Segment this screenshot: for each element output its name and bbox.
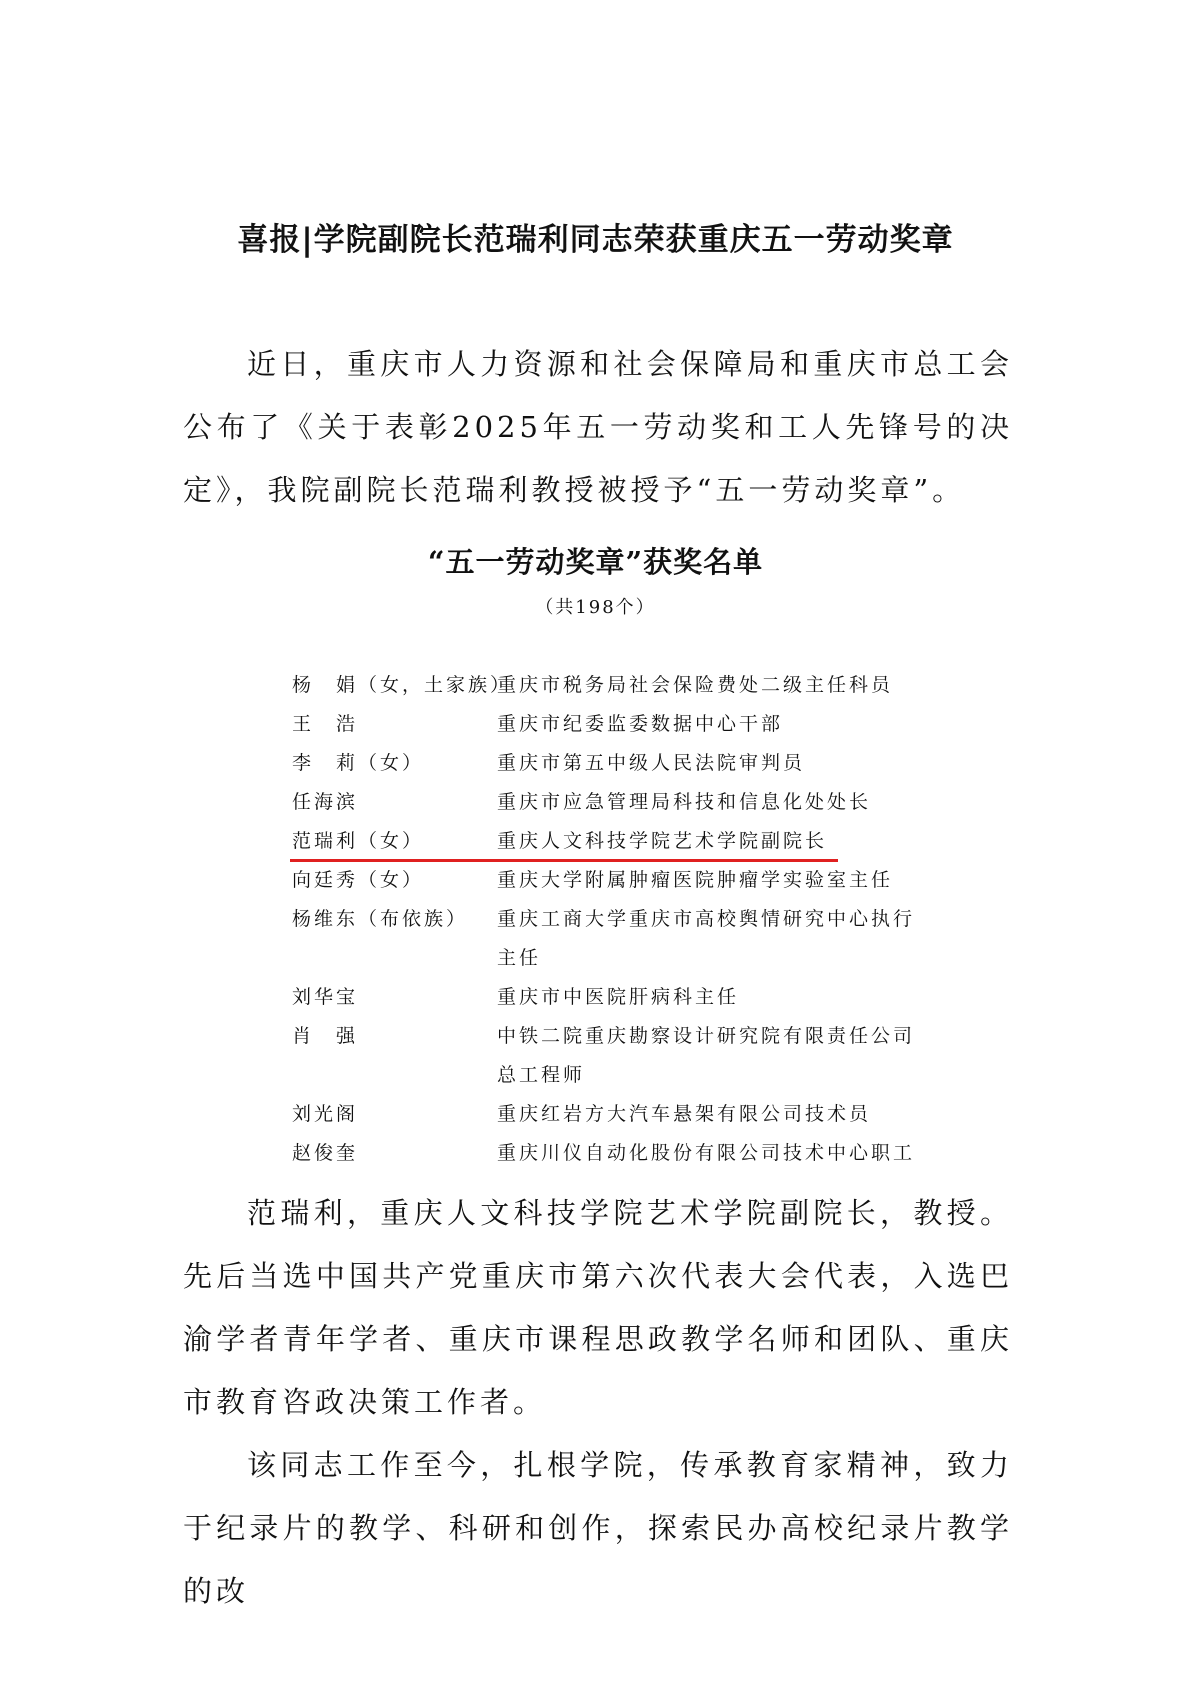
award-entry-unit: 重庆市应急管理局科技和信息化处处长 <box>497 791 872 813</box>
work-paragraph: 该同志工作至今，扎根学院，传承教育家精神，致力于纪录片的教学、科研和创作，探索民办高校纪录片教学的改 <box>183 1448 1013 1608</box>
award-entry-unit: 重庆市中医院肝病科主任 <box>497 986 740 1008</box>
award-entry-name: 杨 娟（女，土家族） <box>292 674 513 696</box>
award-entry <box>292 861 932 900</box>
award-entry <box>292 744 932 783</box>
award-entry-unit: 中铁二院重庆勘察设计研究院有限责任公司总工程师 <box>497 1025 916 1086</box>
bio-paragraph: 范瑞利，重庆人文科技学院艺术学院副院长，教授。先后当选中国共产党重庆市第六次代表大会代表，入选巴渝学者青年学者、重庆市课程思政教学名师和团队、重庆市教育咨政决策工作者。 <box>183 1196 1013 1419</box>
award-entry-unit: 重庆工商大学重庆市高校舆情研究中心执行主任 <box>497 908 916 969</box>
award-entry-unit: 重庆市纪委监委数据中心干部 <box>497 713 784 735</box>
award-entry-name: 范瑞利（女） <box>292 830 425 852</box>
award-entry <box>292 1017 932 1095</box>
award-entry <box>292 1134 932 1173</box>
award-list-count: （共198个） <box>535 597 656 618</box>
award-entry-name: 任海滨 <box>292 791 359 813</box>
award-entry-name: 杨维东（布依族） <box>292 908 469 930</box>
award-entry-name: 赵俊奎 <box>292 1142 359 1164</box>
award-list-image <box>0 540 1191 1164</box>
award-entry <box>292 1095 932 1134</box>
award-entry-unit: 重庆大学附属肿瘤医院肿瘤学实验室主任 <box>497 869 894 891</box>
award-entry <box>292 900 932 978</box>
award-entry-unit: 重庆红岩方大汽车悬架有限公司技术员 <box>497 1103 872 1125</box>
award-entry-unit: 重庆川仪自动化股份有限公司技术中心职工 <box>497 1142 916 1164</box>
award-entry-name: 向廷秀（女） <box>292 869 425 891</box>
intro-paragraph: 近日，重庆市人力资源和社会保障局和重庆市总工会公布了《关于表彰2025年五一劳动奖和工人先锋号的决定》，我院副院长范瑞利教授被授予“五一劳动奖章”。 <box>183 347 1013 507</box>
award-entry-name: 肖 强 <box>292 1025 359 1047</box>
award-entry-name: 刘光阁 <box>292 1103 359 1125</box>
award-entry-unit: 重庆市第五中级人民法院审判员 <box>497 752 806 774</box>
award-entry <box>292 666 932 705</box>
award-list-heading: “五一劳动奖章”获奖名单 <box>427 545 764 579</box>
award-entry-name: 李 莉（女） <box>292 752 425 774</box>
award-list <box>292 666 932 1173</box>
award-entry-unit: 重庆人文科技学院艺术学院副院长 <box>497 830 828 852</box>
award-entry <box>292 783 932 822</box>
award-entry-unit: 重庆市税务局社会保险费处二级主任科员 <box>497 674 894 696</box>
page-title: 喜报|学院副院长范瑞利同志荣获重庆五一劳动奖章 <box>237 222 954 258</box>
award-entry <box>292 705 932 744</box>
award-entry <box>292 978 932 1017</box>
award-entry-name: 王 浩 <box>292 713 359 735</box>
award-entry-highlighted <box>292 822 932 861</box>
award-entry-name: 刘华宝 <box>292 986 359 1008</box>
